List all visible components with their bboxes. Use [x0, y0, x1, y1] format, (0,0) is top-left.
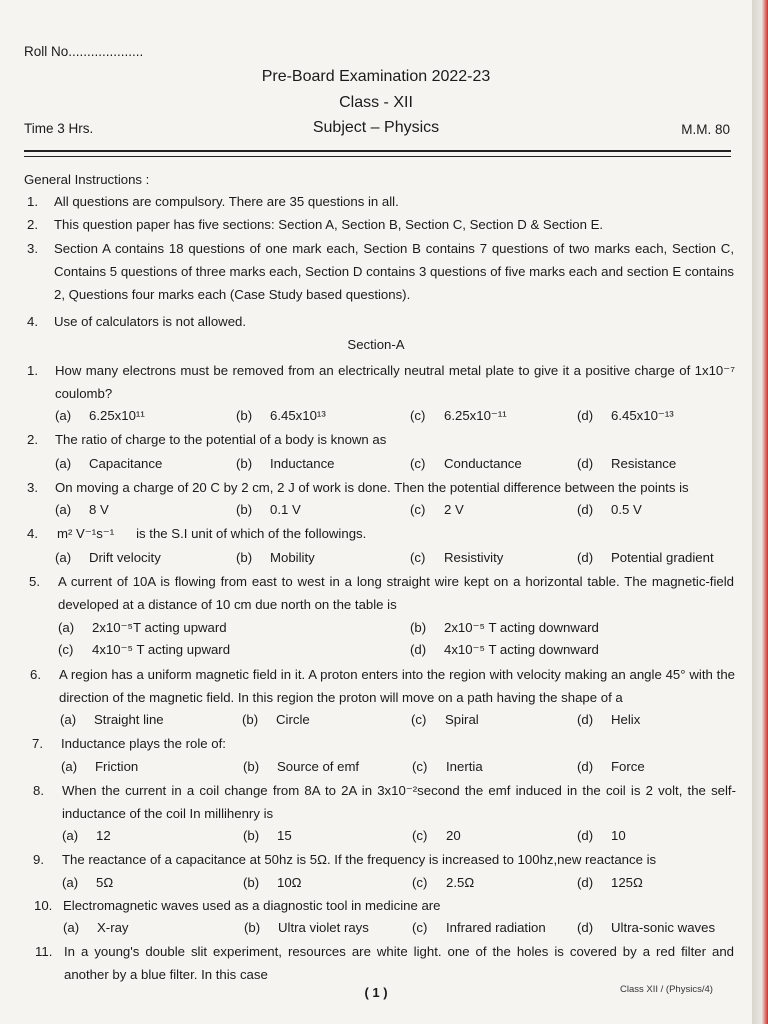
option-d	[410, 642, 599, 658]
option-text: 0.5 V	[611, 502, 642, 517]
option-a	[62, 875, 113, 890]
option-a	[55, 456, 162, 471]
question-number: 10.	[34, 898, 53, 913]
option-label: (c)	[412, 920, 428, 935]
option-label: (d)	[577, 408, 594, 423]
option-text: 0.1 V	[270, 502, 301, 517]
option-label: (a)	[55, 456, 72, 471]
instruction-number: 2.	[27, 217, 38, 232]
question-text: On moving a charge of 20 C by 2 cm, 2 J of work is done. Then the potential difference between the points is	[55, 480, 689, 495]
option-label: (a)	[60, 712, 77, 727]
option-label: (b)	[410, 620, 427, 635]
option-text: 15	[277, 828, 292, 843]
option-text: Drift velocity	[89, 550, 161, 565]
option-label: (c)	[410, 456, 426, 471]
option-c	[412, 875, 474, 890]
option-label: (a)	[55, 502, 72, 517]
option-b	[244, 920, 369, 935]
subject-label: Subject – Physics	[312, 119, 440, 136]
option-a	[61, 759, 138, 774]
option-label: (c)	[410, 502, 426, 517]
option-label: (a)	[61, 759, 78, 774]
option-text: Straight line	[94, 712, 164, 727]
option-label: (c)	[412, 875, 428, 890]
option-label: (c)	[410, 550, 426, 565]
option-d	[577, 456, 676, 471]
question-text: When the current in a coil change from 8A to 2A in 3x10⁻²second the emf induced in the coil is 2 volt, the self-inductance of the coil In millihenry is	[62, 783, 736, 821]
option-c	[412, 759, 483, 774]
option-a	[62, 828, 111, 843]
question-number: 5.	[29, 574, 40, 589]
instructions-heading: General Instructions :	[24, 172, 150, 187]
option-text: Mobility	[270, 550, 315, 565]
question-text: Electromagnetic waves used as a diagnostic tool in medicine are	[63, 898, 441, 913]
question-text: A current of 10A is flowing from east to west in a long straight wire kept on a horizontal table. The magnetic-field developed at a distance of 10 cm due north on the table is	[58, 574, 734, 612]
question-text: How many electrons must be removed from an electrically neutral metal plate to give it a positive charge of 1x10⁻⁷ coulomb?	[55, 363, 735, 401]
option-text: 6.45x10⁻¹³	[611, 408, 674, 423]
option-text: 6.45x10¹³	[270, 408, 326, 423]
option-c	[410, 456, 522, 471]
option-label: (b)	[236, 550, 253, 565]
option-label: (a)	[58, 620, 75, 635]
header-rule-thin	[24, 156, 731, 157]
option-b	[236, 550, 315, 565]
option-d	[577, 759, 645, 774]
option-a	[60, 712, 164, 727]
option-label: (d)	[577, 712, 594, 727]
option-label: (a)	[55, 550, 72, 565]
option-label: (b)	[243, 759, 260, 774]
option-label: (d)	[577, 456, 594, 471]
option-label: (d)	[577, 550, 594, 565]
option-c	[411, 712, 479, 727]
option-c	[412, 920, 546, 935]
option-text: 10	[611, 828, 626, 843]
option-label: (a)	[62, 875, 79, 890]
option-d	[577, 550, 714, 565]
option-label: (a)	[62, 828, 79, 843]
option-text: 2x10⁻⁵ T acting downward	[444, 620, 599, 635]
page-number: ( 1 )	[364, 985, 388, 1000]
instruction-number: 3.	[27, 241, 38, 256]
option-text: 6.25x10¹¹	[89, 408, 145, 423]
question-text: A region has a uniform magnetic field in it. A proton enters into the region with velocity making an angle 45° with the direction of the magnetic field. In this region the proton will move on a path having the shape of a	[59, 667, 735, 705]
option-label: (b)	[244, 920, 261, 935]
option-c	[412, 828, 461, 843]
question-text: Inductance plays the role of:	[61, 736, 226, 751]
option-label: (d)	[577, 828, 594, 843]
option-label: (d)	[577, 502, 594, 517]
option-label: (b)	[243, 828, 260, 843]
option-d	[577, 502, 642, 517]
instruction-text: This question paper has five sections: Section A, Section B, Section C, Section D & Section E.	[54, 217, 604, 232]
option-a	[63, 920, 129, 935]
option-text: Friction	[95, 759, 139, 774]
question-number: 1.	[27, 363, 38, 378]
page-edge	[752, 0, 768, 1024]
option-text: Potential gradient	[611, 550, 714, 565]
option-text: Force	[611, 759, 645, 774]
paper-code: Class XII / (Physics/4)	[620, 984, 713, 995]
option-text: Inductance	[270, 456, 335, 471]
question-number: 2.	[27, 432, 38, 447]
option-text: Ultra violet rays	[278, 920, 369, 935]
option-text: Resistivity	[444, 550, 504, 565]
option-b	[243, 875, 302, 890]
question-number: 6.	[30, 667, 41, 682]
option-text: 4x10⁻⁵ T acting downward	[444, 642, 599, 657]
section-title: Section-A	[347, 337, 405, 352]
option-text: Spiral	[445, 712, 479, 727]
option-text: Capacitance	[89, 456, 163, 471]
option-text: 8 V	[89, 502, 109, 517]
option-label: (c)	[411, 712, 427, 727]
option-c	[410, 550, 503, 565]
option-text: Infrared radiation	[446, 920, 546, 935]
question-number: 4.	[27, 526, 38, 541]
question-number: 7.	[32, 736, 43, 751]
option-text: 6.25x10⁻¹¹	[444, 408, 507, 423]
option-label: (b)	[236, 456, 253, 471]
option-label: (d)	[577, 875, 594, 890]
question-text: The ratio of charge to the potential of a body is known as	[55, 432, 387, 447]
roll-number: Roll No....................	[24, 44, 144, 59]
option-label: (b)	[243, 875, 260, 890]
option-label: (d)	[410, 642, 427, 657]
instruction-text: Use of calculators is not allowed.	[54, 314, 247, 329]
question-number: 9.	[33, 852, 44, 867]
option-text: Resistance	[611, 456, 677, 471]
question-number: 8.	[33, 783, 44, 798]
option-d	[577, 828, 626, 843]
header-rule-thick	[24, 150, 731, 152]
max-marks: M.M. 80	[681, 122, 730, 137]
option-text: 10Ω	[277, 875, 302, 890]
option-c	[58, 642, 230, 658]
option-a	[58, 620, 227, 636]
option-text: 2 V	[444, 502, 464, 517]
option-text: Conductance	[444, 456, 522, 471]
option-d	[577, 712, 640, 727]
option-text: Helix	[611, 712, 641, 727]
option-b	[236, 408, 326, 423]
option-text: Circle	[276, 712, 310, 727]
option-label: (d)	[577, 759, 594, 774]
option-d	[577, 920, 715, 935]
option-b	[236, 502, 301, 517]
instruction-number: 1.	[27, 194, 38, 209]
option-label: (c)	[412, 759, 428, 774]
option-c	[410, 408, 507, 424]
option-label: (b)	[236, 408, 253, 423]
option-label: (b)	[236, 502, 253, 517]
option-d	[577, 408, 674, 424]
question-number: 11.	[35, 944, 53, 959]
option-label: (c)	[58, 642, 74, 657]
option-label: (a)	[63, 920, 80, 935]
instruction-text: Section A contains 18 questions of one mark each, Section B contains 7 questions of two marks each, Section C, Contains 5 questions of three marks each, Section D contains 3 questions of five marks each and section E contains 2, Questions four marks each (Case Study based questions).	[54, 241, 734, 302]
option-label: (d)	[577, 920, 594, 935]
option-b	[410, 620, 599, 636]
option-a	[55, 502, 109, 517]
time-label: Time 3 Hrs.	[24, 121, 94, 136]
option-text: 2.5Ω	[446, 875, 475, 890]
class-label: Class - XII	[339, 94, 413, 111]
option-b	[242, 712, 310, 727]
option-a	[55, 550, 161, 565]
option-text: Source of emf	[277, 759, 360, 774]
question-text: In a young's double slit experiment, resources are white light. one of the holes is covered by a red filter and another by a blue filter. In this case	[64, 944, 734, 982]
option-b	[243, 759, 359, 774]
option-b	[236, 456, 335, 471]
option-label: (c)	[410, 408, 426, 423]
option-label: (b)	[242, 712, 259, 727]
question-number: 3.	[27, 480, 38, 495]
exam-title: Pre-Board Examination 2022-23	[261, 68, 491, 85]
option-text: X-ray	[97, 920, 129, 935]
question-text: The reactance of a capacitance at 50hz is 5Ω. If the frequency is increased to 100hz,new reactance is	[62, 852, 657, 867]
question-text: m² V⁻¹s⁻¹ is the S.I unit of which of the followings.	[57, 526, 367, 541]
instruction-number: 4.	[27, 314, 38, 329]
option-text: 4x10⁻⁵ T acting upward	[92, 642, 231, 657]
option-label: (c)	[412, 828, 428, 843]
option-text: 125Ω	[611, 875, 643, 890]
option-text: Inertia	[446, 759, 483, 774]
option-b	[243, 828, 292, 843]
option-d	[577, 875, 643, 890]
option-c	[410, 502, 464, 517]
instruction-text: All questions are compulsory. There are 35 questions in all.	[54, 194, 399, 209]
option-text: Ultra-sonic waves	[611, 920, 716, 935]
option-a	[55, 408, 145, 423]
option-label: (a)	[55, 408, 72, 423]
option-text: 20	[446, 828, 461, 843]
option-text: 12	[96, 828, 111, 843]
option-text: 2x10⁻⁵T acting upward	[92, 620, 227, 635]
option-text: 5Ω	[96, 875, 114, 890]
